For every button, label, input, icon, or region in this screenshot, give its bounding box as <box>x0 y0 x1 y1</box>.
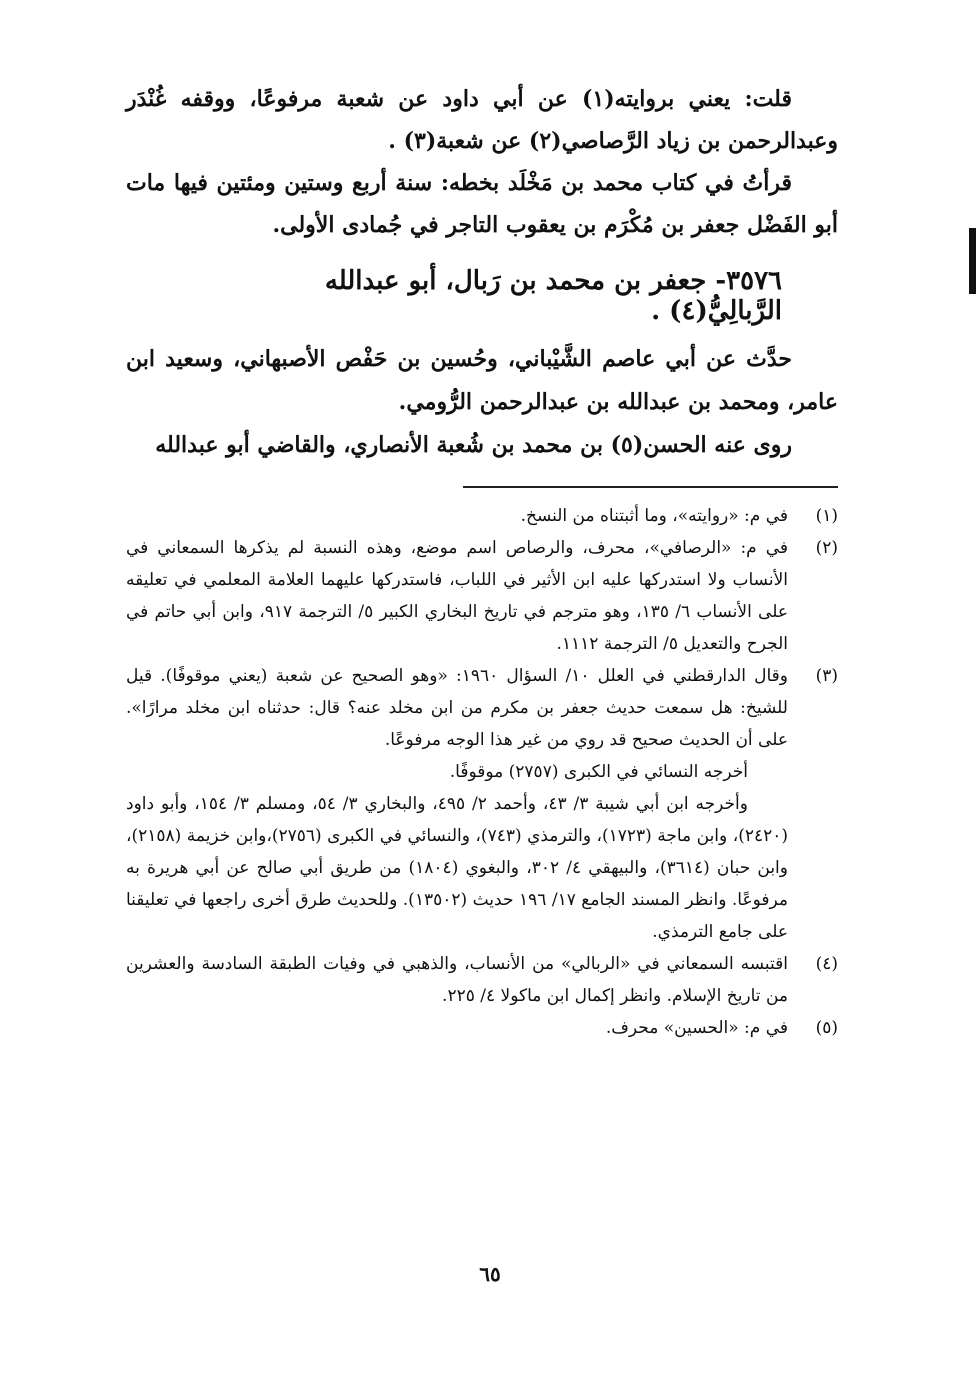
footnote-number: (٣) <box>815 666 838 686</box>
footnote <box>126 500 838 532</box>
entry-paragraph: روى عنه الحسن(٥) بن محمد بن شُعبة الأنصاري، والقاضي أبو عبدالله <box>155 432 792 458</box>
footnote <box>126 948 838 1012</box>
footnote-number: (٥) <box>815 1018 838 1038</box>
footnote-number: (٢) <box>815 538 838 558</box>
footnote <box>126 532 838 660</box>
footnote-text: اقتبسه السمعاني في «الربالي» من الأنساب، والذهبي في وفيات الطبقة السادسة والعشرين من تاريخ الإسلام. وانظر إكمال ابن ماكولا ٤/ ٢٢٥. <box>126 954 788 1006</box>
footnotes <box>126 500 838 1044</box>
footnote-text: في م: «الرصافي»، محرف، والرصاص اسم موضع، وهذه النسبة لم يذكرها السمعاني في الأنساب ولا استدركها عليه ابن الأثير في اللباب، فاستدركها عليهما العلامة المعلمي في تعليقه على الأنساب ٦/ ١٣٥، وهو مترجم في تاريخ البخاري الكبير ٥/ الترجمة ٩١٧، وابن أبي حاتم في الجرح والتعديل ٥/ الترجمة ١١١٢. <box>126 538 788 654</box>
paragraph-reading: قرأتُ في كتاب محمد بن مَخْلَد بخطه: سنة أربع وستين ومئتين فيها مات أبو الفَضْل جعفر بن مُكْرَم بن يعقوب التاجر في جُمادى الأولى. <box>126 170 838 238</box>
footnote-continuation: وأخرجه ابن أبي شيبة ٣/ ٤٣، وأحمد ٢/ ٤٩٥، والبخاري ٣/ ٥٤، ومسلم ٣/ ١٥٤، وأبو داود (٢٤٢٠)، وابن ماجة (١٧٢٣)، والترمذي (٧٤٣)، والنسائي في الكبرى (٢٧٥٦)،وابن خزيمة (٢١٥٨)، وابن حبان (٣٦١٤)، والبيهقي ٤/ ٣٠٢، والبغوي (١٨٠٤) من طريق أبي صالح عن أبي هريرة به مرفوعًا. وانظر المسند الجامع ١٧/ ١٩٦ حديث (١٣٥٠٢). وللحديث طرق أخرى راجعها في تعليقنا على جامع الترمذي. <box>126 794 789 942</box>
body-text <box>126 78 838 246</box>
footnote-continuation: أخرجه النسائي في الكبرى (٢٧٥٧) موقوفًا. <box>449 762 748 782</box>
footnote <box>126 1012 838 1044</box>
entry-body <box>126 338 838 467</box>
entry-paragraph: حدَّث عن أبي عاصم الشَّيْباني، وحُسين بن حَفْص الأصبهاني، وسعيد ابن عامر، ومحمد بن عبدالله بن عبدالرحمن الرُّومي. <box>126 346 838 415</box>
footnote-text: في م: «الحسين» محرف. <box>605 1018 788 1038</box>
footnote-text: في م: «روايته»، وما أثبتناه من النسخ. <box>520 506 788 526</box>
paragraph-note: قلت: يعني بروايته(١) عن أبي داود عن شعبة مرفوعًا، ووقفه غُنْدَر وعبدالرحمن بن زياد الرَّصاصي(٢) عن شعبة(٣) . <box>126 86 838 154</box>
footnote-separator <box>463 486 838 488</box>
footnote <box>126 660 838 756</box>
footnote-number: (٤) <box>815 954 838 974</box>
page-number: ٦٥ <box>479 1262 501 1286</box>
thumb-index-mark <box>969 228 976 294</box>
footnote-number: (١) <box>815 506 838 526</box>
entry-heading: ٣٥٧٦- جعفر بن محمد بن رَبال، أبو عبدالله الرَّبالِيُّ(٤) . <box>324 266 782 326</box>
footnote-text: وقال الدارقطني في العلل ١٠/ السؤال ١٩٦٠: «وهو الصحيح عن شعبة (يعني موقوفًا). قيل للشيخ: هل سمعت حديث جعفر بن مكرم من ابن مخلد عنه؟ قال: حدثناه ابن مخلد مرارًا». على أن الحديث صحيح قد روي من غير هذا الوجه مرفوعًا. <box>126 666 788 750</box>
